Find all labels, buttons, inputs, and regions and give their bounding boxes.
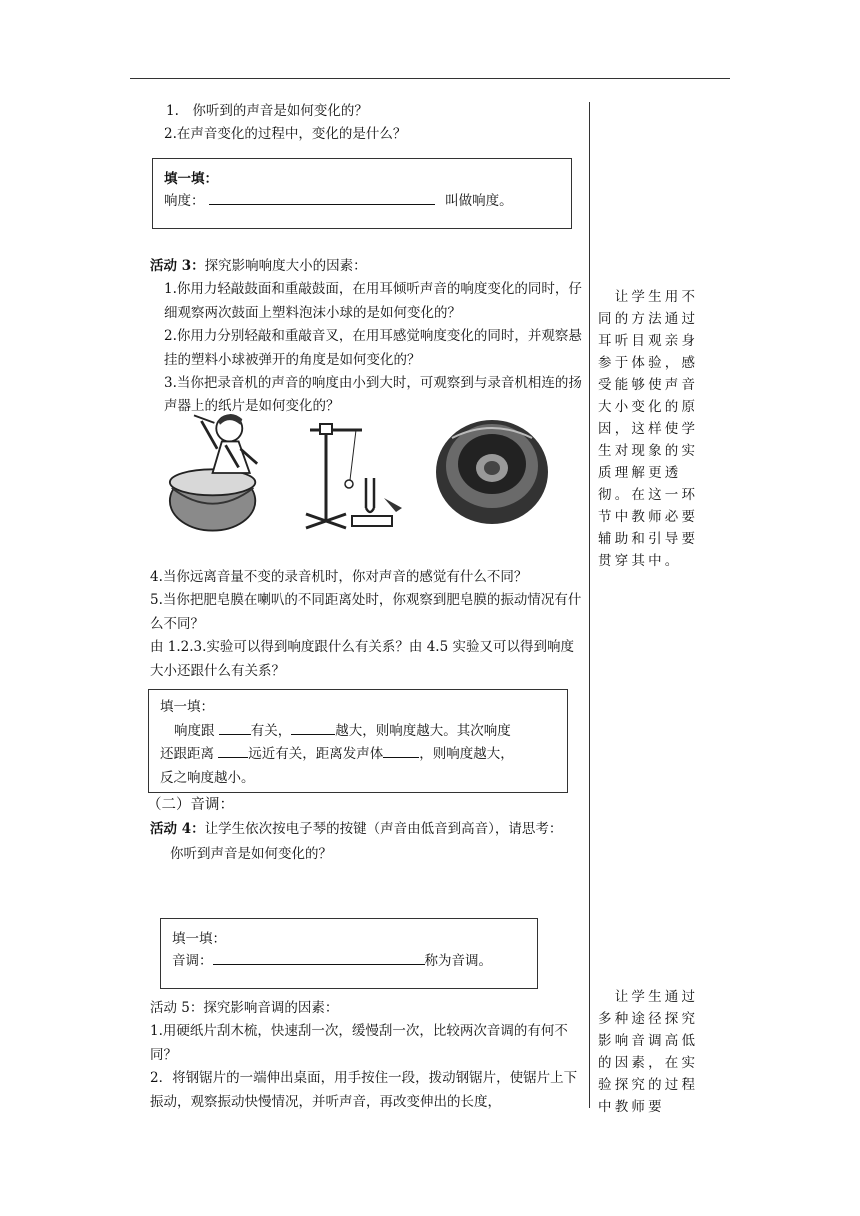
blank-line[interactable] [383, 743, 419, 758]
blank-line[interactable] [209, 190, 435, 205]
activity-5-title: 活动 5：探究影响音调的因素： [150, 1000, 339, 1016]
fill2-text: 响度跟 [174, 722, 219, 739]
fill-box-factors [148, 689, 568, 793]
side-note-1: 让学生用不同的方法通过耳听目观亲身参于体验，感受能够使声音大小变化的原因，这样使学生对现象的实质理解更透彻。在这一环节中教师必要辅助和引导要贯穿其中。 [598, 289, 699, 569]
fill-prefix: 响度： [164, 193, 205, 209]
activity-3-item-2: 2.你用力分别轻敲和重敲音叉，在用耳感觉响度变化的同时，并观察悬挂的塑料小球被弹开的角度是如何变化的？ [164, 328, 582, 368]
fill2-text: 越大，则响度越大。其次响度 [335, 722, 511, 739]
activity-3-title: 探究影响响度大小的因素： [204, 258, 367, 274]
activity-5-item-1: 1.用硬纸片刮木梳，快速刮一次，缓慢刮一次，比较两次音调的有何不同？ [150, 1023, 568, 1063]
fill2-text: 还跟距离 [160, 746, 219, 762]
conclusion-question: 由 1.2.3.实验可以得到响度跟什么有关系？由 4.5 实验又可以得到响度大小还跟什么有关系？ [150, 639, 574, 679]
activity-3 [150, 255, 584, 419]
blank-line[interactable] [218, 743, 248, 758]
activity-4-text [150, 818, 584, 841]
header-rule [130, 78, 730, 79]
section-pitch [147, 794, 581, 817]
activity-5-item-2: 2．将钢锯片的一端伸出桌面，用手按住一段，拨动钢锯片，使锯片上下振动，观察振动快慢情况，并听声音，再改变伸出的长度， [150, 1070, 578, 1110]
fill2-line-2 [160, 743, 514, 767]
main-column [150, 100, 584, 147]
fill-title: 填一填： [164, 171, 218, 187]
fill-line [164, 190, 513, 213]
fill-box-pitch [160, 918, 538, 989]
side-note-2: 让学生通过多种途径探究影响音调高低的因素，在实验探究的过程中教师要 [598, 989, 699, 1115]
question-5: 5.当你把肥皂膜在喇叭的不同距离处时，你观察到肥皂膜的振动情况有什么不同？ [150, 592, 582, 632]
fill3-suffix: 称为音调。 [424, 953, 492, 969]
fill3-prefix: 音调： [172, 953, 213, 969]
fill-box-loudness [152, 158, 572, 229]
tuning-fork-figure [296, 408, 416, 538]
column-divider [589, 102, 590, 1108]
activity-3-heading [150, 255, 584, 278]
question-1: 1. 你听到的声音是如何变化的？ [166, 103, 368, 119]
activity-3-item-3: 3.当你把录音机的声音的响度由小到大时，可观察到与录音机相连的扬声器上的纸片是如何变化的？ [164, 375, 582, 415]
activity-5 [150, 997, 584, 1114]
fill3-line [172, 950, 492, 973]
fill2-text: ，则响度越大， [419, 746, 514, 762]
fill2-line-1 [160, 720, 514, 744]
blank-line[interactable] [291, 720, 335, 735]
fill2-title: 填一填： [160, 699, 214, 715]
speaker-figure [432, 408, 552, 538]
fill2-text: 有关， [250, 722, 292, 739]
fill-suffix: 叫做响度。 [445, 193, 513, 209]
activity-4-instruction: 让学生依次按电子琴的按键（声音由低音到高音），请思考： [204, 821, 563, 837]
activity-4-label: 活动 4： [150, 821, 205, 837]
follow-up-questions [150, 566, 584, 683]
activity-3-label: 活动 3： [150, 258, 205, 274]
blank-line[interactable] [219, 720, 251, 735]
question-2: 2.在声音变化的过程中，变化的是什么？ [164, 126, 407, 143]
activity-3-item-1: 1.你用力轻敲鼓面和重敲鼓面，在用耳倾听声音的响度变化的同时，仔细观察两次鼓面上塑料泡沫小球的是如何变化的？ [164, 281, 582, 321]
blank-line[interactable] [213, 950, 425, 965]
drum-figure [162, 408, 278, 538]
fill2-text: 远近有关，距离发声体 [248, 746, 384, 762]
question-4: 4.当你远离音量不变的录音机时，你对声音的感觉有什么不同？ [150, 569, 528, 585]
fill2-line-3: 反之响度越小。 [160, 769, 255, 786]
activity-4-question: 你听到声音是如何变化的？ [170, 846, 332, 863]
section-2-heading: （二）音调： [147, 797, 234, 813]
fill3-title: 填一填： [172, 931, 226, 947]
activity-4 [150, 818, 584, 867]
